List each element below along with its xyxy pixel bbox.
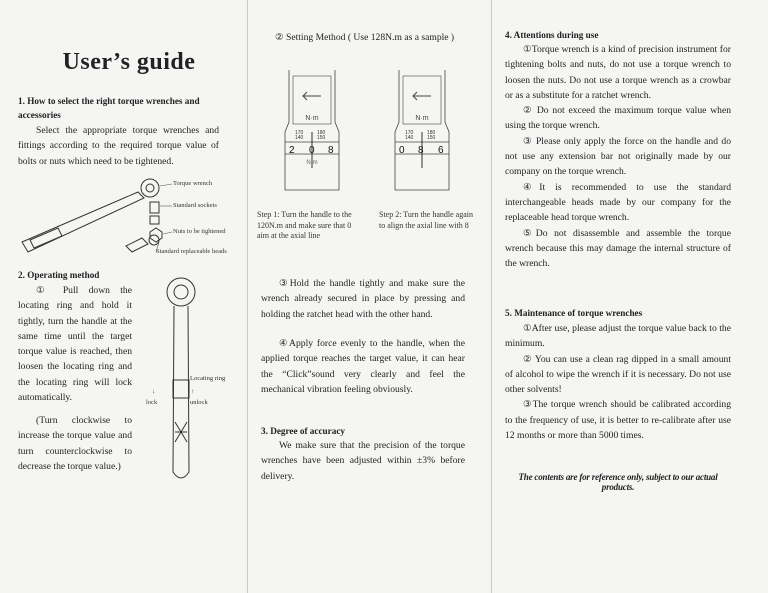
section-1-heading: 1. How to select the right torque wrenches and accessories: [18, 96, 200, 120]
dial-step-1: [285, 70, 339, 190]
maintenance-item-2: ② You can use a clean rag dipped in a small amount of alcohol to wipe the wrench if it is necessary. Do not use other solvents!: [505, 353, 731, 396]
label-standard-sockets: Standard sockets: [173, 202, 217, 209]
dial-2-tick-d: 150: [427, 135, 436, 141]
replaceable-head-drawing: [126, 235, 159, 252]
disclaimer-footer: The contents are for reference only, subject to our actual products.: [518, 472, 718, 492]
attention-item-5: ⑤Do not disassemble and assemble the torque wrench because this may damage the internal structure of the wrench.: [505, 227, 731, 270]
section-5-list: [505, 321, 731, 443]
attention-item-2: ② Do not exceed the maximum torque value when using the torque wrench.: [505, 105, 731, 132]
right-column: [505, 0, 731, 593]
dial-1-num-b: 0: [309, 145, 315, 156]
fold-line-left: [247, 0, 248, 593]
fold-line-right: [491, 0, 492, 593]
dial-1-tick-d: 150: [317, 135, 326, 141]
attention-item-3: ③ Please only apply the force on the handle and do not use any extension bar not originally made by our company on the torque wrench.: [505, 135, 731, 178]
section-3-body: We make sure that the precision of the torque wrenches have been adjusted within ±3% before delivery.: [261, 440, 465, 482]
dial-2-tick-b: 140: [405, 135, 414, 141]
unlock-arrow-icon: ↑: [191, 388, 195, 395]
section-1-body: Select the appropriate torque wrenches and fittings according to the required torque value of bolts or nuts which need to be tightened.: [18, 125, 219, 167]
left-column: [18, 0, 240, 593]
lock-arrow-icon: ↓: [152, 388, 156, 395]
label-lock: lock: [146, 399, 158, 406]
dial-2-num-c: 6: [438, 145, 444, 156]
torque-wrench-drawing: [22, 179, 159, 252]
middle-column: [257, 0, 481, 593]
label-replaceable-heads: Standard replaceable heads: [156, 248, 227, 255]
label-locating-ring: Locating ring: [190, 375, 226, 382]
dial-illustration: [267, 62, 467, 212]
attention-item-1: ①Torque wrench is a kind of precision instrument for tightening bolts and nuts, do not use a torque wrench to loosen the nuts. Do not use a torque wrench as a crowbar or as a substitute for a ratchet wrench.: [505, 44, 731, 101]
attention-item-4: ④It is recommended to use the standard interchangeable heads made by our company for the replaceable head torque wrench.: [505, 181, 731, 224]
maintenance-item-1: ①After use, please adjust the torque value back to the minimum.: [505, 323, 731, 350]
dial-1-tick-b: 140: [295, 135, 304, 141]
section-2-note: (Turn clockwise to increase the torque value and turn counterclockwise to decrease the torque value.): [18, 415, 132, 472]
dial-1-tick-a: 170: [295, 130, 304, 136]
section-3-heading: 3. Degree of accuracy: [261, 426, 346, 436]
locating-ring: [173, 380, 189, 398]
section-4-list: [505, 42, 731, 271]
label-unlock: unlock: [190, 399, 208, 406]
dial-1-tick-c: 180: [317, 130, 326, 136]
wrench-vertical-illustration: [160, 272, 210, 492]
dial-1-num-c: 8: [328, 145, 334, 156]
section-4-heading: 4. Attentions during use: [505, 30, 599, 40]
dial-1-unit-lower: N·m: [306, 160, 318, 166]
section-2-heading: 2. Operating method: [18, 270, 100, 280]
page-title: User’s guide: [62, 49, 196, 75]
setting-method: ② Setting Method ( Use 128N.m as a sample ): [275, 32, 455, 43]
ratchet-head: [167, 278, 195, 306]
dial-2-tick-c: 180: [427, 130, 436, 136]
dial-2-tick-a: 170: [405, 130, 414, 136]
label-torque-wrench: Torque wrench: [173, 180, 213, 187]
step-3-text: ③Hold the handle tightly and make sure the wrench already secured in place by pressing and holding the ratchet head with the other hand.: [261, 278, 465, 320]
dial-2-num-a: 0: [399, 145, 405, 156]
dial-step-2: [395, 70, 449, 190]
maintenance-item-3: ③The torque wrench should be calibrated according to the frequency of use, it is better to re-calibrate after use 12 months or more than 5000 times.: [505, 399, 731, 442]
label-nuts: Nuts to be tightened: [173, 228, 226, 235]
step-1-caption: Step 1: Turn the handle to the 120N.m and make sure that 0 aim at the axial line: [257, 210, 352, 240]
section-2-body: ① Pull down the locating ring and hold it tightly, turn the handle at the same time until the target torque value is reached, then loosen the locating ring and the locating ring will lock automatically.: [18, 285, 132, 404]
step-4-text: ④Apply force evenly to the handle, when the applied torque reaches the target value, it can hear the “Click”sound very clearly and feel the mechanical vibration feeling obviously.: [261, 338, 465, 395]
socket-drawing: [150, 202, 159, 224]
dial-1-unit: N·m: [305, 115, 319, 122]
dial-2-num-b: 8: [418, 145, 424, 156]
dial-1-num-a: 2: [289, 145, 295, 156]
step-2-caption: Step 2: Turn the handle again to align the axial line with 8: [379, 210, 473, 230]
section-5-heading: 5. Maintenance of torque wrenches: [505, 308, 643, 318]
dial-2-unit: N·m: [415, 115, 429, 122]
